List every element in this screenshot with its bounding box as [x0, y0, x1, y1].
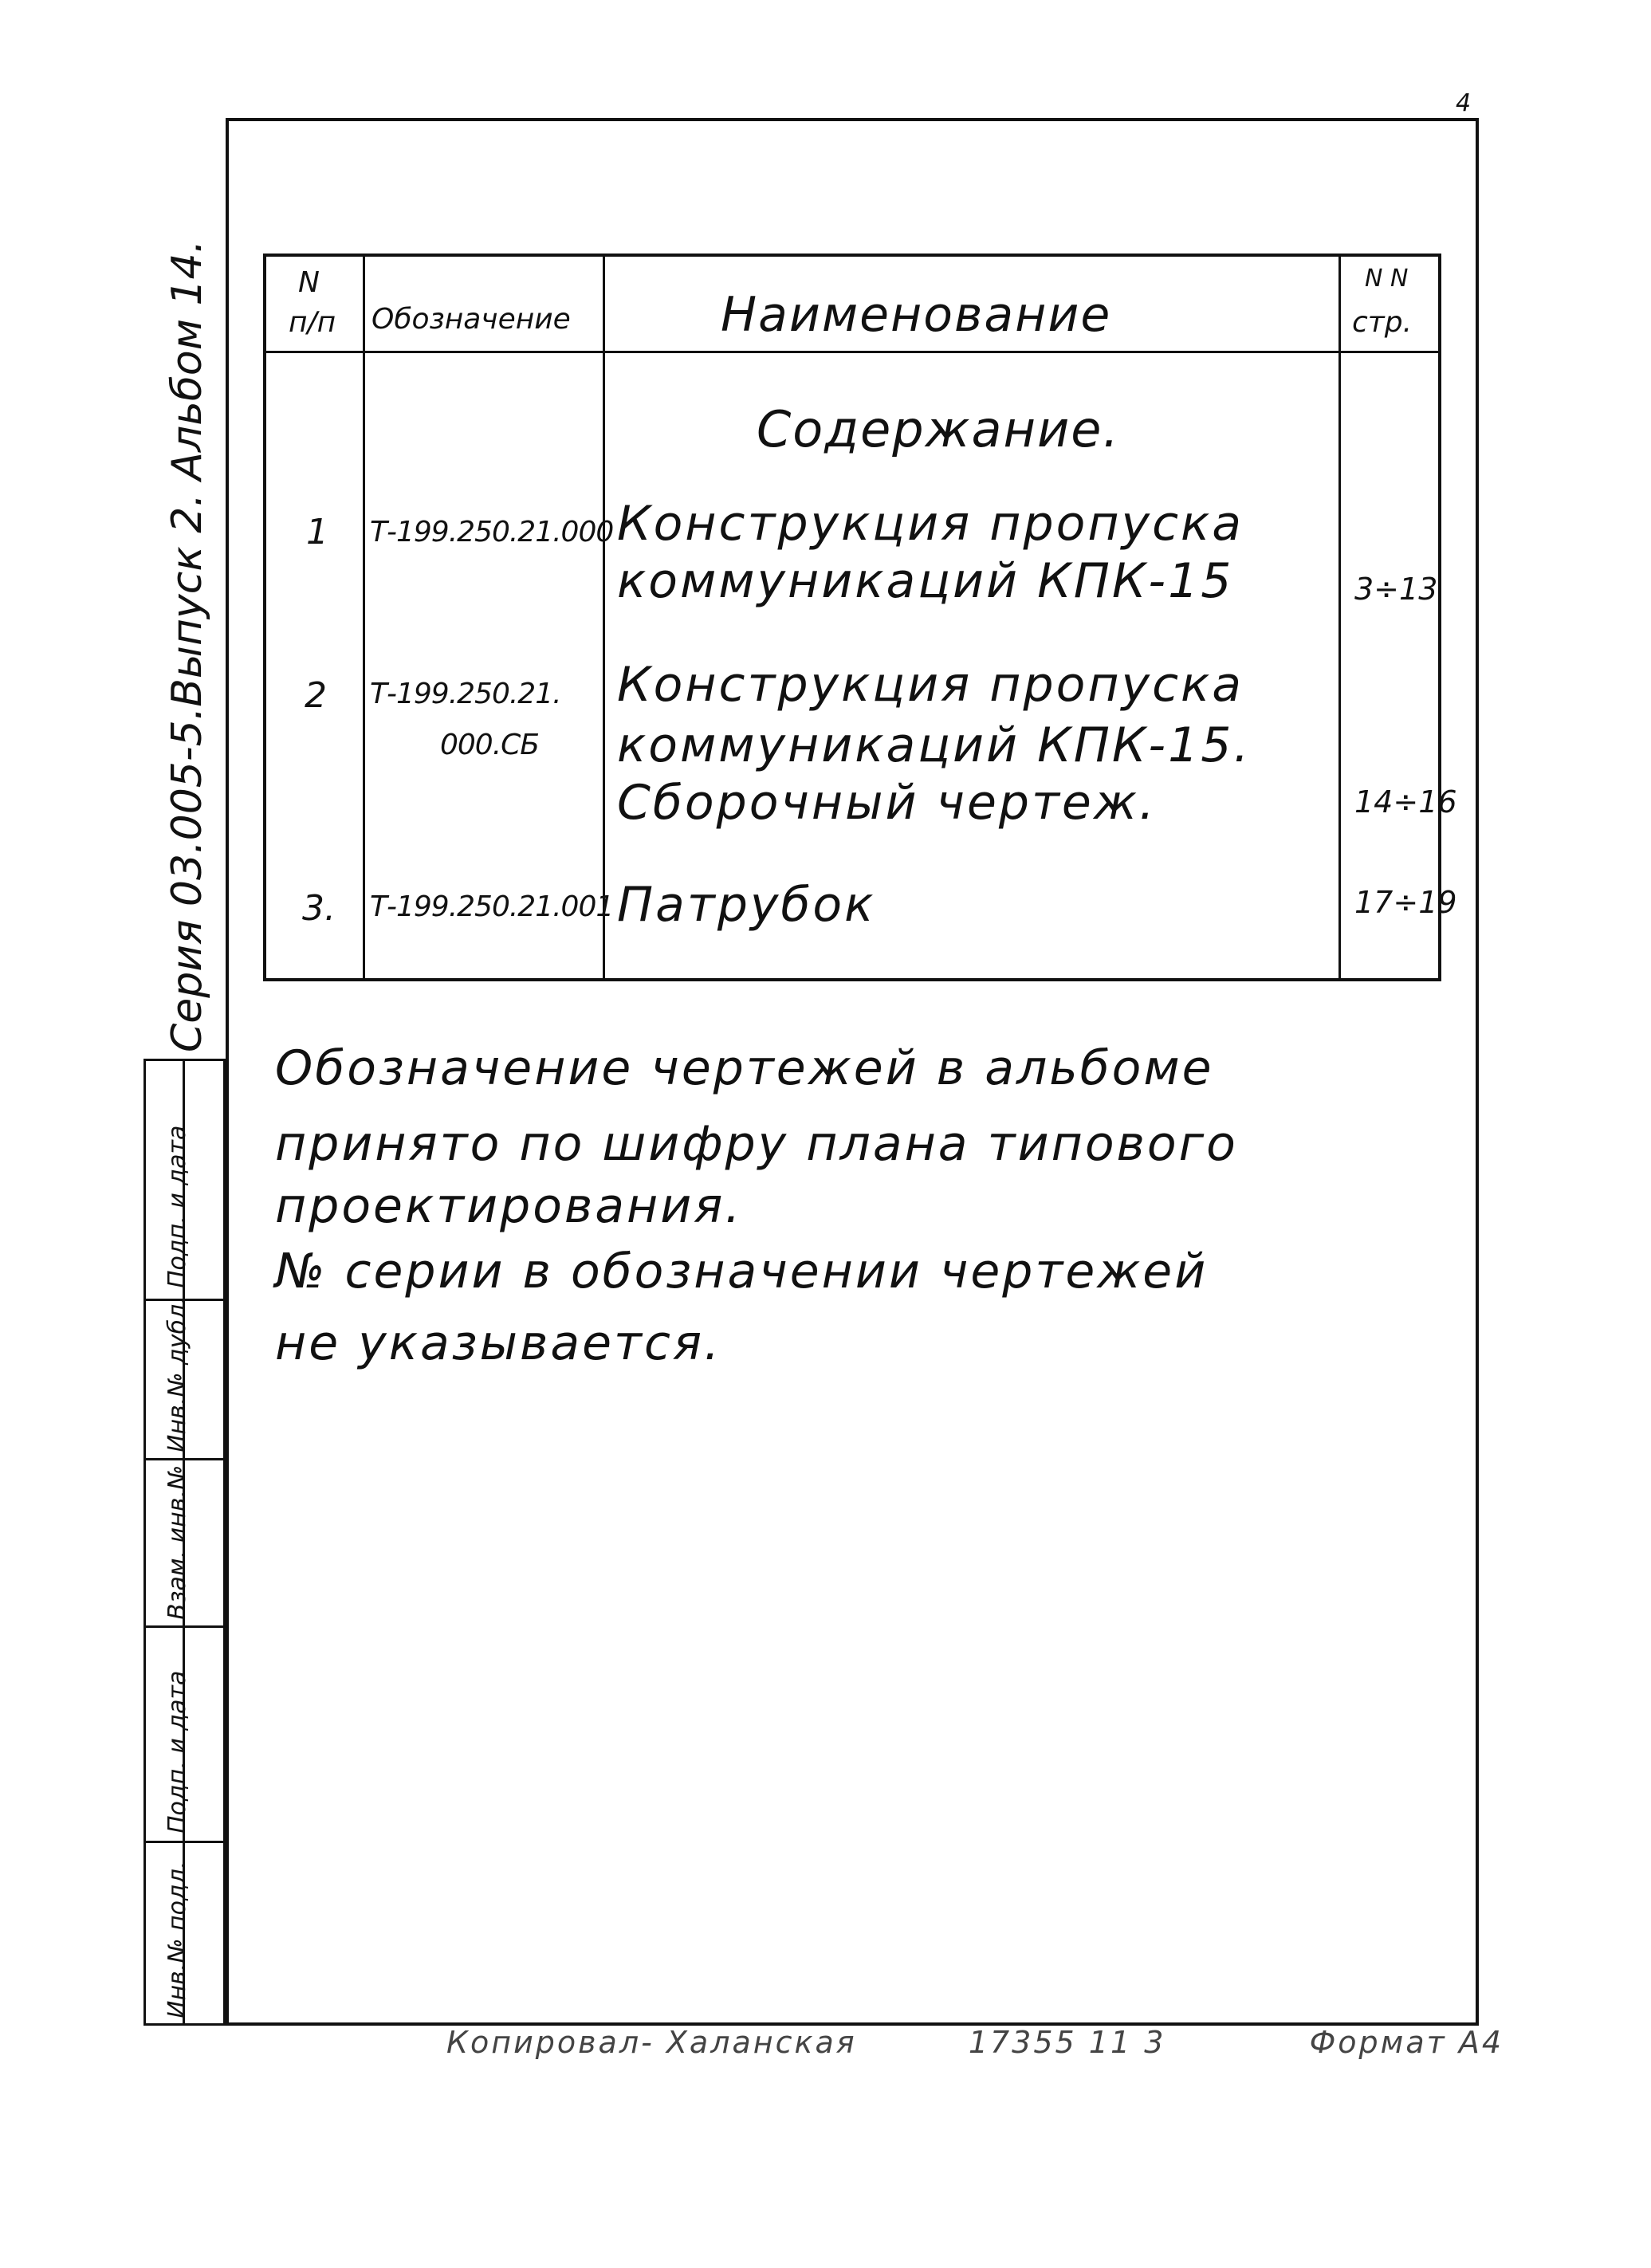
- row-2-num: 2: [305, 675, 327, 716]
- row-2-code-line2: 000.СБ: [440, 729, 539, 761]
- footer-order: 17355 11 3: [968, 2025, 1166, 2060]
- side-label-orig-inv: Инв.№ подл.: [163, 1861, 191, 2018]
- corner-page-mark: 4: [1456, 89, 1472, 117]
- col-divider-2: [603, 257, 605, 978]
- header-pages-line2: стр.: [1352, 306, 1413, 339]
- side-label-sign-date-top: Подп. и дата: [163, 1125, 191, 1288]
- side-cell-sign-date-bottom: [146, 1628, 223, 1843]
- contents-table: [263, 254, 1457, 981]
- side-label-dup-inv: Инв.№ дубл.: [163, 1296, 191, 1452]
- side-label-sign-date-bottom: Подп. и дата: [163, 1670, 191, 1834]
- header-divider: [266, 351, 1438, 353]
- side-cell-repl-inv: [146, 1460, 223, 1628]
- header-designation: Обозначение: [371, 303, 571, 336]
- row-1-code: Т-199.250.21.000: [370, 516, 614, 548]
- footer-stamp: [446, 2025, 1504, 2060]
- side-label-repl-inv: Взам. инв.№: [163, 1464, 191, 1620]
- note-line-5: не указывается.: [275, 1315, 722, 1371]
- note-line-2: принято по шифру плана типового: [275, 1116, 1238, 1172]
- header-num-line2: п/п: [289, 306, 336, 339]
- row-3-code: Т-199.250.21.001: [370, 890, 614, 923]
- row-1-num: 1: [306, 512, 328, 552]
- row-2-name-line1: Конструкция пропуска: [617, 657, 1244, 713]
- note-line-1: Обозначение чертежей в альбоме: [275, 1040, 1214, 1096]
- section-title: Содержание.: [757, 400, 1121, 458]
- note-line-4: № серии в обозначении чертежей: [275, 1244, 1209, 1299]
- footer-copied-by: Копировал- Халанская: [446, 2025, 857, 2060]
- col-divider-1: [363, 257, 365, 978]
- row-2-name-line3: Сборочный чертеж.: [617, 775, 1157, 831]
- side-stamp: [143, 1059, 226, 2026]
- footer-format: Формат А4: [1309, 2025, 1504, 2060]
- col-divider-3: [1338, 257, 1341, 978]
- header-name: Наименование: [721, 287, 1112, 343]
- row-1-pages: 3÷13: [1354, 572, 1438, 607]
- row-2-code-line1: Т-199.250.21.: [370, 678, 561, 710]
- header-num-line1: N: [298, 266, 320, 299]
- side-cell-orig-inv: [146, 1843, 223, 2023]
- row-3-num: 3.: [302, 888, 336, 929]
- row-3-pages: 17÷19: [1354, 885, 1457, 920]
- row-1-name-line1: Конструкция пропуска: [617, 496, 1244, 552]
- note-line-3: проектирования.: [275, 1178, 743, 1234]
- side-cell-dup-inv: [146, 1296, 223, 1460]
- series-label: Серия 03.005-5.Выпуск 2. Альбом 14.: [163, 239, 211, 1052]
- row-2-name-line2: коммуникаций КПК-15.: [617, 717, 1252, 773]
- header-pages-line1: N N: [1365, 265, 1409, 293]
- row-3-name: Патрубок: [617, 877, 876, 933]
- row-1-name-line2: коммуникаций КПК-15: [617, 553, 1234, 609]
- side-cell-sign-date-top: [146, 1061, 223, 1301]
- row-2-pages: 14÷16: [1354, 784, 1457, 820]
